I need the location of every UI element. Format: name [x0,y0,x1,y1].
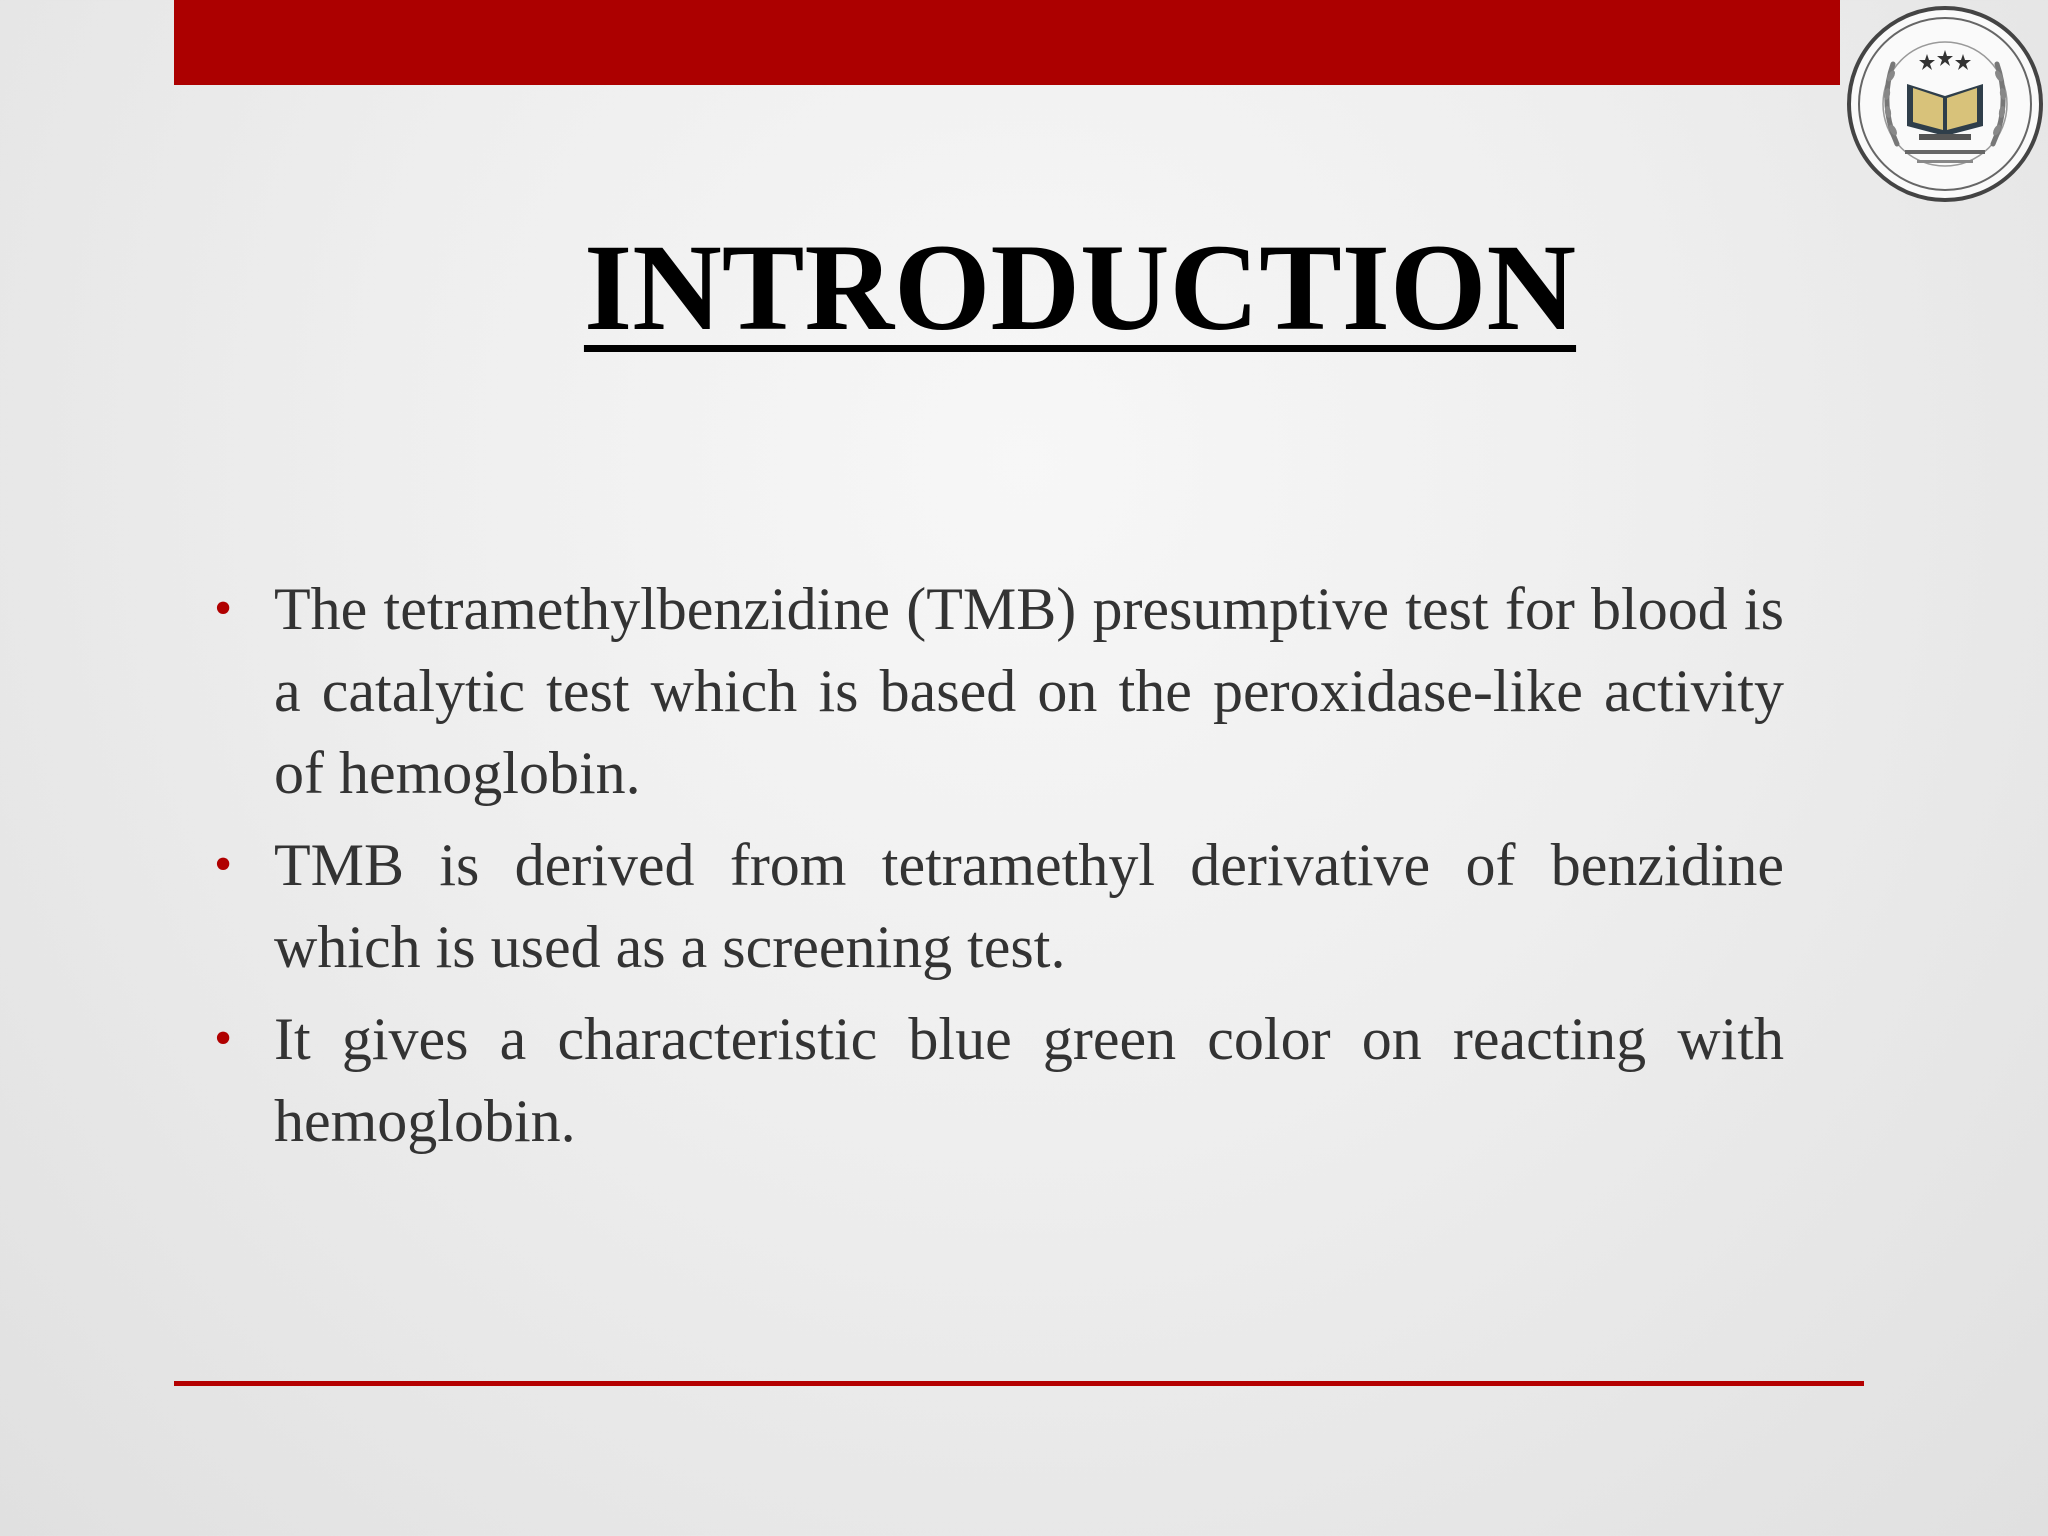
top-accent-bar [174,0,1840,85]
bottom-divider [174,1381,1864,1386]
bullet-list [210,568,1784,1172]
bullet-text: TMB is derived from tetramethyl derivative of benzidine which is used as a screening test. [274,832,1784,980]
bullet-text: The tetramethylbenzidine (TMB) presumptive test for blood is a catalytic test which is based on the peroxidase-like activity of hemoglobin. [274,576,1784,806]
bullet-marker: • [214,580,233,637]
list-item [210,998,1784,1162]
bullet-marker: • [214,1010,233,1067]
list-item [210,824,1784,988]
bullet-text: It gives a characteristic blue green color on reacting with hemoglobin. [274,1006,1784,1154]
institution-seal-icon [1845,4,2045,204]
bullet-marker: • [214,836,233,893]
slide-title: INTRODUCTION [583,219,1577,356]
list-item [210,568,1784,814]
